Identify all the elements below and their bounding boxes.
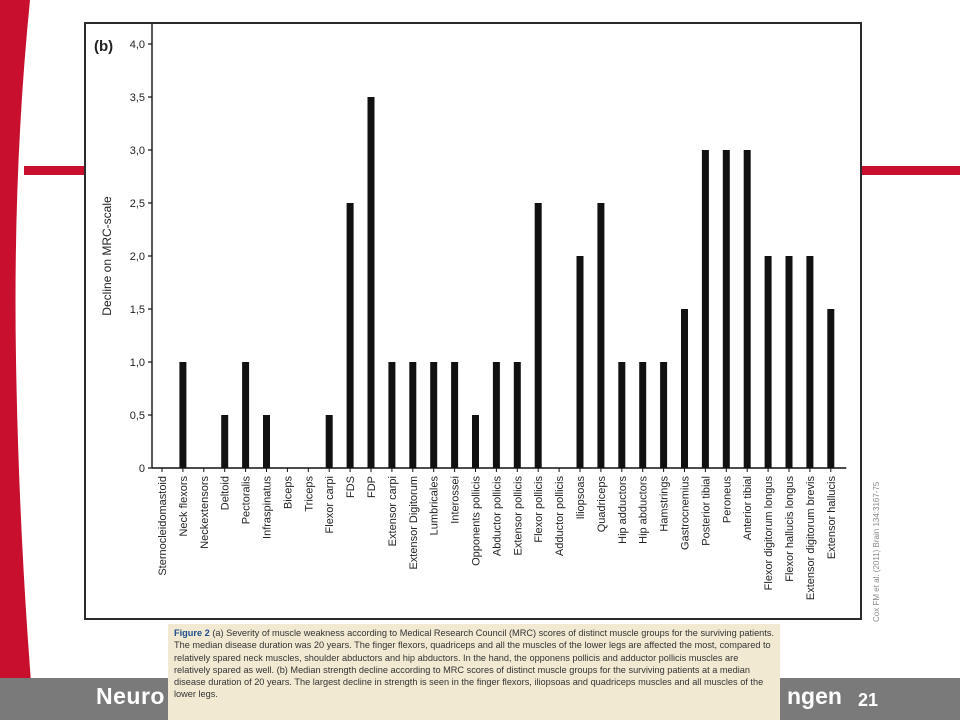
- bar: [472, 415, 479, 468]
- bar: [326, 415, 333, 468]
- bar: [786, 256, 793, 468]
- y-tick-label: 2,5: [129, 198, 145, 210]
- bar: [409, 362, 416, 468]
- bar: [368, 97, 375, 468]
- bar: [221, 415, 228, 468]
- bars-group: [179, 97, 834, 468]
- bar: [639, 362, 646, 468]
- x-tick-label: Sternocleidomastoid: [157, 476, 169, 576]
- y-tick-label: 0,5: [129, 410, 145, 422]
- y-axis-label: Decline on MRC-scale: [100, 196, 114, 316]
- bar: [827, 309, 834, 468]
- x-tick-label: Extensor hallucis: [825, 476, 838, 560]
- image-credit: Cox FM et al. (2011) Brain 134:3167-75: [872, 481, 881, 622]
- x-tick-label: Anterior tibial: [742, 476, 755, 541]
- y-tick-label: 1,0: [129, 357, 145, 369]
- x-tick-label: Neck flexors: [177, 476, 190, 537]
- x-tick-label: Flexor hallucis longus: [784, 476, 796, 582]
- footer-title-right: ngen: [787, 683, 842, 709]
- x-tick-label: Flexor digitorum longus: [763, 476, 776, 591]
- x-tick-label: FDP: [366, 476, 378, 498]
- x-tick-label: Pectoralis: [240, 476, 253, 525]
- x-tick-label: Infraspinatus: [261, 476, 274, 539]
- x-tick-label: Adductor pollicis: [554, 476, 567, 557]
- y-tick-label: 3,0: [129, 145, 145, 157]
- bar: [577, 256, 584, 468]
- y-tick-label: 0: [138, 463, 145, 475]
- x-tick-label: Gastrocnemius: [679, 476, 692, 550]
- page-number: 21: [858, 690, 879, 710]
- x-tick-label: Hamstrings: [658, 476, 671, 532]
- bar: [347, 203, 354, 468]
- bar: [765, 256, 772, 468]
- caption-text: (a) Severity of muscle weakness according to Medical Research Council (MRC) scores of distinct muscle groups for the surviving patients. The median disease duration was 20 years. The finger flexors, quadriceps and all the muscles of the lower legs are affected the most, compared to relatively spared neck muscles, shoulder abductors and hip abductors. In the hand, the opponens pollicis and adductor pollicis muscles are relatively spared as well. (b) Median strength decline according to MRC scores of distinct muscle groups for the surviving patients at a median disease duration of 20 years. The largest decline in strength is seen in the finger flexors, iliopsoas and quadriceps muscles and all muscles of the lower legs.: [174, 628, 774, 700]
- y-tick-label: 2,0: [129, 251, 145, 263]
- bar: [535, 203, 542, 468]
- x-tick-label: Peroneus: [721, 476, 734, 524]
- left-red-swoosh: [0, 0, 40, 720]
- x-tick-label: Interossei: [449, 476, 462, 524]
- bar: [744, 150, 751, 468]
- right-red-band: [862, 166, 960, 175]
- x-tick-label: Quadriceps: [595, 476, 608, 533]
- y-tick-label: 3,5: [129, 92, 145, 104]
- x-tick-label: FDS: [345, 476, 358, 498]
- x-tick-label: Biceps: [282, 476, 295, 510]
- bar: [430, 362, 437, 468]
- x-tick-label: Deltoid: [219, 476, 232, 511]
- x-tick-label: Posterior tibial: [700, 476, 713, 546]
- bar: [388, 362, 395, 468]
- x-labels-group: [157, 468, 838, 600]
- y-ticks-group: [130, 39, 152, 475]
- footer-title-left: Neuro: [96, 683, 165, 709]
- x-tick-label: Extensor carpi: [386, 476, 399, 547]
- figure-caption: [168, 624, 780, 720]
- bar: [702, 150, 709, 468]
- x-tick-label: Flexor pollicis: [533, 476, 546, 543]
- x-tick-label: Opponents pollicis: [470, 476, 483, 566]
- left-red-band: [24, 166, 86, 175]
- bar: [681, 309, 688, 468]
- caption-figure-label: Figure 2: [174, 628, 210, 638]
- panel-label: (b): [94, 38, 114, 55]
- bar: [597, 203, 604, 468]
- x-tick-label: Abductor pollicis: [491, 476, 504, 557]
- figure-panel: [84, 22, 862, 620]
- x-tick-label: Extensor digitorum brevis: [804, 476, 817, 601]
- bar-chart: [86, 24, 860, 618]
- x-tick-label: Flexor carpi: [324, 476, 337, 534]
- bar: [660, 362, 667, 468]
- bar: [493, 362, 500, 468]
- x-tick-label: Neckextensors: [198, 476, 211, 549]
- x-tick-label: Iliopsoas: [575, 476, 587, 520]
- bar: [514, 362, 521, 468]
- bar: [179, 362, 186, 468]
- x-tick-label: Extensor pollicis: [512, 476, 525, 556]
- bar: [618, 362, 625, 468]
- y-tick-label: 4,0: [129, 39, 145, 51]
- x-tick-label: Lumbricales: [428, 476, 441, 536]
- bar: [242, 362, 249, 468]
- bar: [263, 415, 270, 468]
- x-tick-label: Extensor Digitorum: [407, 476, 420, 570]
- bar: [723, 150, 730, 468]
- x-tick-label: Hip adductors: [616, 476, 629, 544]
- x-tick-label: Hip abductors: [637, 476, 650, 544]
- bar: [806, 256, 813, 468]
- y-tick-label: 1,5: [129, 304, 145, 316]
- x-tick-label: Triceps: [303, 476, 316, 512]
- bar: [451, 362, 458, 468]
